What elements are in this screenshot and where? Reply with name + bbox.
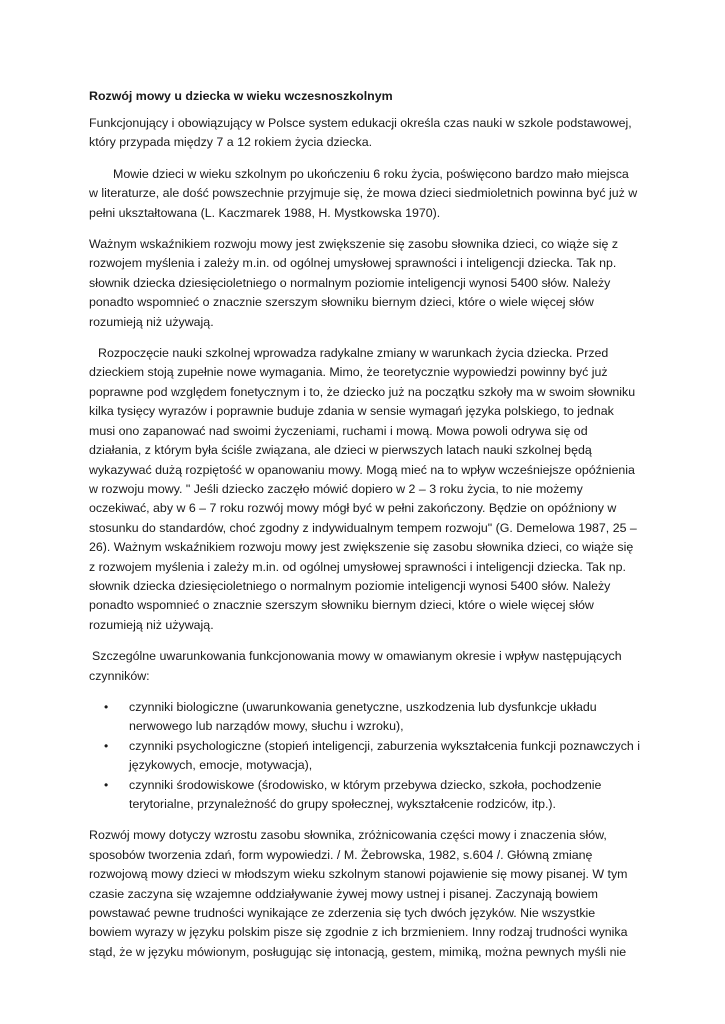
document-title: Rozwój mowy u dziecka w wieku wczesnoszkolnym [89,89,393,103]
paragraph-school-age-speech: Mowie dzieci w wieku szkolnym po ukończeniu 6 roku życia, poświęcono bardzo mało miejsca w literaturze, ale dość powszechnie przyjmuje się, że mowa dzieci siedmioletnich powinna być już w pełni ukształtowana (L. Kaczmarek 1988, H. Mystkowska 1970). [89,166,638,220]
list-item [104,776,641,815]
paragraph-vocabulary-indicator: Ważnym wskaźnikiem rozwoju mowy jest zwiększenie się zasobu słownika dzieci, co wiąże się z rozwojem myślenia i zależy m.in. od ogólnej umysłowej sprawności i inteligencji dziecka. Tak np. słownik dziecka dziesięcioletniego o normalnym poziomie inteligencji wynosi 5400 słów. Należy ponadto wspomnieć o znacznie szerszym słowniku biernym dzieci, które o wiele więcej słów rozumieją niż używają. [89,237,619,329]
bullet-icon: • [104,699,109,714]
list-item-text: czynniki środowiskowe (środowisko, w którym przebywa dziecko, szkoła, pochodzenie terytorialne, przynależność do grupy społecznej, wykształcenie rodziców, itp.). [129,777,602,811]
document-page [89,87,641,974]
paragraph-speech-development: Rozwój mowy dotyczy wzrostu zasobu słownika, zróżnicowania części mowy i znaczenia słów, sposobów tworzenia zdań, form wypowiedzi. / M. Żebrowska, 1982, s.604 /. Główną zmianę rozwojową mowy dzieci w młodszym wieku szkolnym stanowi pojawienie się mowy pisanej. W tym czasie zaczyna się wzajemne oddziaływanie żywej mowy ustnej i pisanej. Zaczynają bowiem powstawać pewne trudności wynikające ze zderzenia się tych dwóch języków. Nie wszystkie bowiem wyrazy w języku polskim pisze się zgodnie z ich brzmieniem. Inny rodzaj trudności wynika stąd, że w języku mówionym, posługując się intonacją, gestem, mimiką, można pewnych myśli nie [89,828,628,959]
paragraph-education-system: Funkcjonujący i obowiązujący w Polsce system edukacji określa czas nauki w szkole podstawowej, który przypada między 7 a 12 rokiem życia dziecka. [89,116,632,150]
list-item [104,737,641,776]
list-item [104,698,641,737]
list-item-text: czynniki biologiczne (uwarunkowania genetyczne, uszkodzenia lub dysfunkcje układu nerwowego lub narządów mowy, słuchu i wzroku), [129,699,597,734]
paragraph-school-start: Rozpoczęcie nauki szkolnej wprowadza radykalne zmiany w warunkach życia dziecka. Przed dzieckiem stoją zupełnie nowe wymagania. Mimo, że teoretycznie wypowiedzi powinny być już poprawne pod względem fonetycznym i to, że dziecko już na początku szkoły ma w swoim słowniku kilka tysięcy wyrazów i poprawnie buduje zdania w sensie wymagań języka polskiego, to jednak musi ono zapanować nad swoimi życzeniami, ruchami i mową. Mowa powoli odrywa się od działania, z którym była ściśle związana, ale dzieci w pierwszych latach nauki szkolnej będą wykazywać dużą rozpiętość w opanowaniu mowy. Mogą mieć na to wpływ wcześniejsze opóźnienia w rozwoju mowy. " Jeśli dziecko zaczęło mówić dopiero w 2 – 3 roku życia, to nie możemy oczekiwać, aby w 6 – 7 roku rozwój mowy mógł być w pełni zakończony. Będzie on opóźniony w stosunku do standardów, choć zgodny z indywidualnym tempem rozwoju" (G. Demelowa 1987, 25 – 26). Ważnym wskaźnikiem rozwoju mowy jest zwiększenie się zasobu słownika dzieci, co wiąże się z rozwojem myślenia i zależy m.in. od ogólnej umysłowej sprawności i inteligencji dziecka. Tak np. słownik dziecka dziesięcioletniego o normalnym poziomie inteligencji wynosi 5400 słów. Należy ponadto wspomnieć o znacznie szerszym słowniku biernym dzieci, które o wiele więcej słów rozumieją niż używają. [89,346,637,632]
factors-list [89,698,641,814]
bullet-icon: • [104,777,109,792]
paragraph-factors-intro: Szczególne uwarunkowania funkcjonowania mowy w omawianym okresie i wpływ następujących czynników: [89,649,622,683]
list-item-text: czynniki psychologiczne (stopień inteligencji, zaburzenia wykształcenia funkcji poznawczych i językowych, emocje, motywacja), [129,738,641,773]
bullet-icon: • [104,738,109,753]
